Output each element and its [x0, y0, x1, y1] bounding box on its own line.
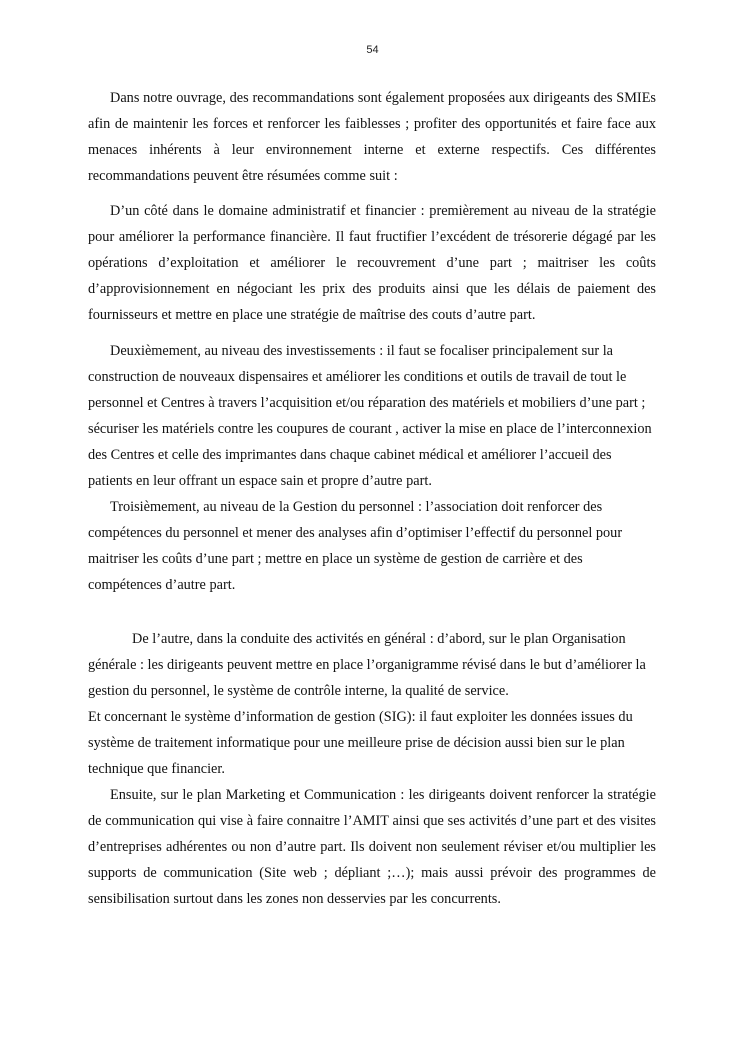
paragraph-personnel-management: Troisièmement, au niveau de la Gestion du personnel : l’association doit renforcer des compétences du personnel et mener des analyses afin d’optimiser l’effectif du personnel pour maitriser les coûts d’une part ; mettre en place un système de gestion de carrière et des compétences d’autre part. — [88, 499, 623, 593]
paragraph-investments: Deuxièmement, au niveau des investissements : il faut se focaliser principalement sur la construction de nouveaux dispensaires et améliorer les conditions et outils de travail de tout le personnel et Centres à travers l’acquisition et/ou réparation des matériels et mobiliers d’une part ; sécuriser les matériels contre les coupures de courant , activer la mise en place de l’interconnexion des Centres et celle des imprimantes dans chaque cabinet médical et améliorer l’accueil des patients en leur offrant un espace sain et propre d’autre part. — [88, 343, 652, 489]
page-content — [88, 85, 656, 912]
page-number: 54 — [366, 44, 379, 56]
paragraph-information-system: Et concernant le système d’information de gestion (SIG): il faut exploiter les données issues du système de traitement informatique pour une meilleure prise de décision aussi bien sur le plan technique que financier. — [88, 709, 633, 777]
paragraph-introduction: Dans notre ouvrage, des recommandations sont également proposées aux dirigeants des SMIEs afin de maintenir les forces et renforcer les faiblesses ; profiter des opportunités et faire face aux menaces inhérents à leur environnement interne et externe respectifs. Ces différentes recommandations peuvent être résumées comme suit : — [88, 90, 656, 184]
paragraph-marketing-communication: Ensuite, sur le plan Marketing et Communication : les dirigeants doivent renforcer la stratégie de communication qui vise à faire connaitre l’AMIT ainsi que ses activités d’une part et des visites d’entreprises adhérentes ou non d’autre part. Ils doivent non seulement réviser et/ou multiplier les supports de communication (Site web ; dépliant ;…); mais aussi prévoir des programmes de sensibilisation surtout dans les zones non desservies par les concurrents. — [88, 787, 656, 907]
paragraph-administrative-financial: D’un côté dans le domaine administratif et financier : premièrement au niveau de la stratégie pour améliorer la performance financière. Il faut fructifier l’excédent de trésorerie dégagé par les opérations d’exploitation et améliorer le recouvrement d’une part ; maitriser les coûts d’approvisionnement en négociant les prix des produits ainsi que les délais de paiement des fournisseurs et mettre en place une stratégie de maîtrise des couts d’autre part. — [88, 203, 656, 323]
paragraph-general-organization: De l’autre, dans la conduite des activités en général : d’abord, sur le plan Organisation générale : les dirigeants peuvent mettre en place l’organigramme révisé dans le but d’améliorer la gestion du personnel, le système de contrôle interne, la qualité de service. — [88, 631, 646, 699]
